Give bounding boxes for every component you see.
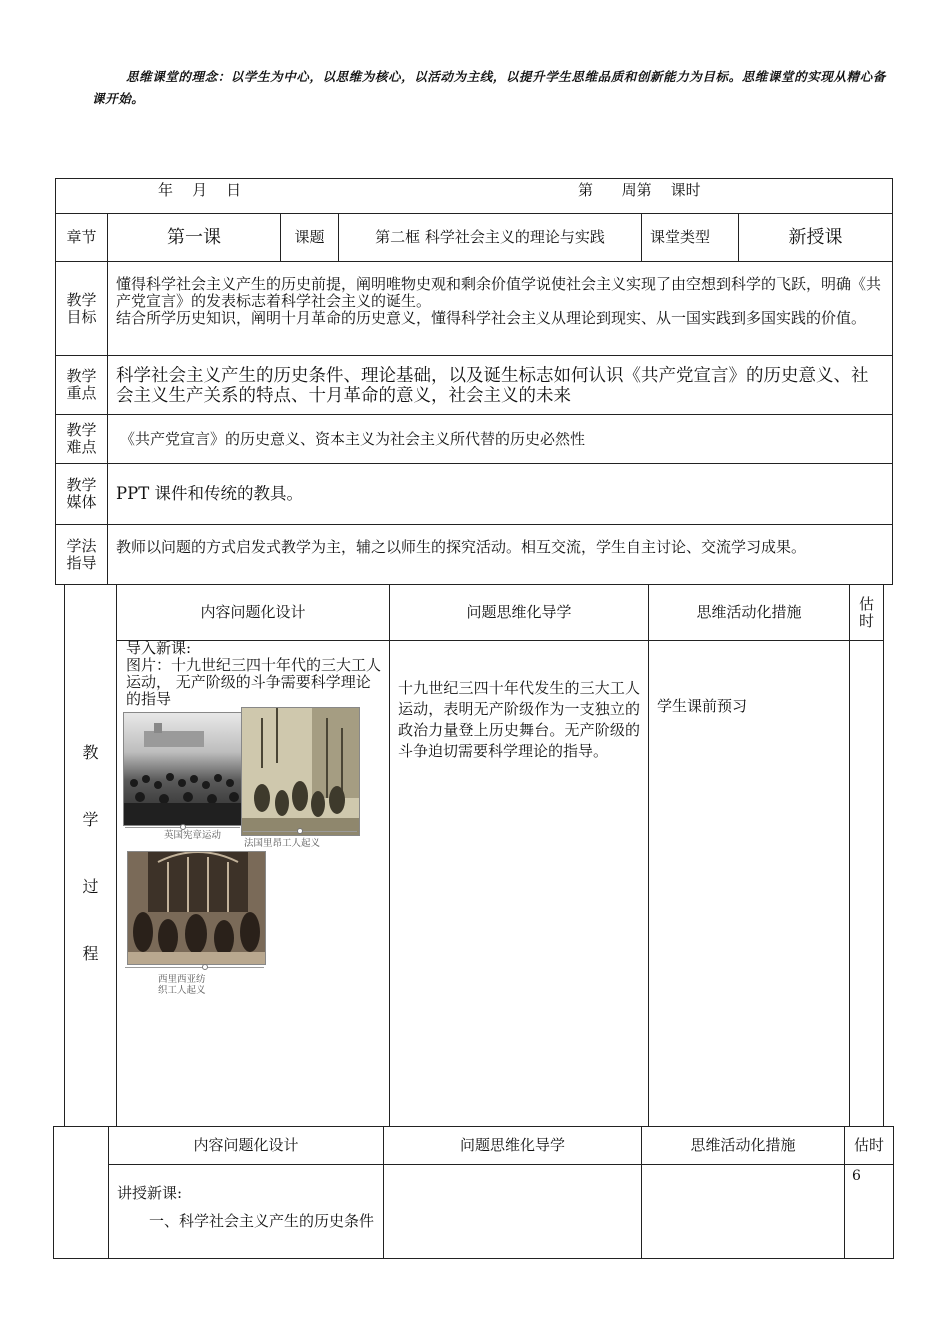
goals-label [55, 261, 108, 356]
goals-label-text: 教学目标 [66, 290, 97, 326]
second-header-guide: 问题思维化导学 [383, 1126, 642, 1165]
topic-label: 课题 [280, 213, 339, 262]
key-points-label-text: 教学重点 [66, 367, 97, 402]
intro-title: 导入新课: [126, 639, 192, 657]
week-period-field: 第 周第 课时 [578, 181, 701, 199]
process-side-char-2: 学 [82, 810, 99, 829]
lesson-title: 讲授新课: [117, 1184, 183, 1202]
key-points-label [55, 355, 108, 415]
teaching-philosophy-motto: 思维课堂的理念：以学生为中心，以思维为核心，以活动为主线，以提升学生思维品质和创新能力为目标。思维课堂的实现从精心备课开始。 [92, 69, 886, 106]
process-header-time [849, 584, 884, 641]
process-header-guide: 问题思维化导学 [389, 584, 649, 641]
key-points-text: 科学社会主义产生的历史条件、理论基础，以及诞生标志如何认识《共产党宣言》的历史意义、社会主义生产关系的特点、十月革命的意义，社会主义的未来 [107, 355, 893, 415]
class-type-value: 新授课 [738, 213, 893, 262]
media-label [55, 463, 108, 525]
method-label [55, 524, 108, 585]
intro-guide-text: 十九世纪三四十年代发生的三大工人运动，表明无产阶级作为一支独立的政治力量登上历史舞台。无产阶级的斗争迫切需要科学理论的指导。 [398, 679, 640, 760]
intro-text: 图片：十九世纪三四十年代的三大工人运动， 无产阶级的斗争需要科学理论的指导 [126, 656, 382, 708]
media-text: PPT 课件和传统的教具。 [107, 463, 893, 525]
lesson-time-value: 6 [852, 1168, 861, 1184]
process-side-char-1: 教 [82, 743, 99, 762]
process-header-time-text: 估时 [858, 594, 874, 630]
topic-value: 第二框 科学社会主义的理论与实践 [338, 213, 642, 262]
caption-silesian: 西里西亚纺织工人起义 [158, 974, 206, 996]
process-side-char-4: 程 [82, 944, 99, 963]
intro-activity-text: 学生课前预习 [657, 697, 748, 715]
caption-dot [202, 964, 208, 970]
method-label-text: 学法指导 [66, 536, 97, 572]
chapter-label: 章节 [55, 213, 108, 262]
difficulties-text: 《共产党宣言》的历史意义、资本主义为社会主义所代替的历史必然性 [107, 414, 893, 464]
second-activity-cell [641, 1164, 845, 1259]
process-side-label [64, 740, 117, 1008]
goals-text-2: 结合所学历史知识，阐明十月革命的历史意义，懂得科学社会主义从理论到现实、从一国实践到多国实践的价值。 [116, 309, 867, 327]
caption-lyon: 法国里昂工人起义 [244, 838, 321, 849]
caption-dot [297, 828, 303, 834]
process-header-activity: 思维活动化措施 [648, 584, 850, 641]
chapter-value: 第一课 [107, 213, 281, 262]
photo-chartist-movement [123, 712, 243, 826]
class-type-label: 课堂类型 [641, 213, 739, 262]
goals-text [107, 261, 893, 356]
second-side-column [53, 1126, 109, 1259]
lesson-section-heading: 一、科学社会主义产生的历史条件 [149, 1212, 375, 1230]
difficulties-label [55, 414, 108, 464]
difficulties-label-text: 教学难点 [66, 421, 97, 456]
process-side-char-3: 过 [82, 877, 99, 896]
second-header-activity: 思维活动化措施 [641, 1126, 845, 1165]
caption-line-3 [125, 967, 264, 968]
second-guide-cell [383, 1164, 642, 1259]
date-field: 年 月 日 [158, 181, 242, 199]
goals-text-1: 懂得科学社会主义产生的历史前提，阐明唯物史观和剩余价值学说使社会主义实现了由空想到科学的飞跃，明确《共产党宣言》的发表标志着科学社会主义的诞生。 [116, 275, 882, 310]
method-text: 教师以问题的方式启发式教学为主，辅之以师生的探究活动。相互交流，学生自主讨论、交流学习成果。 [107, 524, 893, 585]
caption-chartist: 英国宪章运动 [164, 830, 222, 841]
photo-lyon-uprising [241, 707, 360, 836]
second-header-time: 估时 [844, 1126, 894, 1165]
photo-silesian-uprising [127, 851, 266, 965]
process-header-design: 内容问题化设计 [116, 584, 390, 641]
second-header-design: 内容问题化设计 [108, 1126, 384, 1165]
media-label-text: 教学媒体 [66, 476, 97, 511]
process-time-cell [849, 640, 884, 1127]
